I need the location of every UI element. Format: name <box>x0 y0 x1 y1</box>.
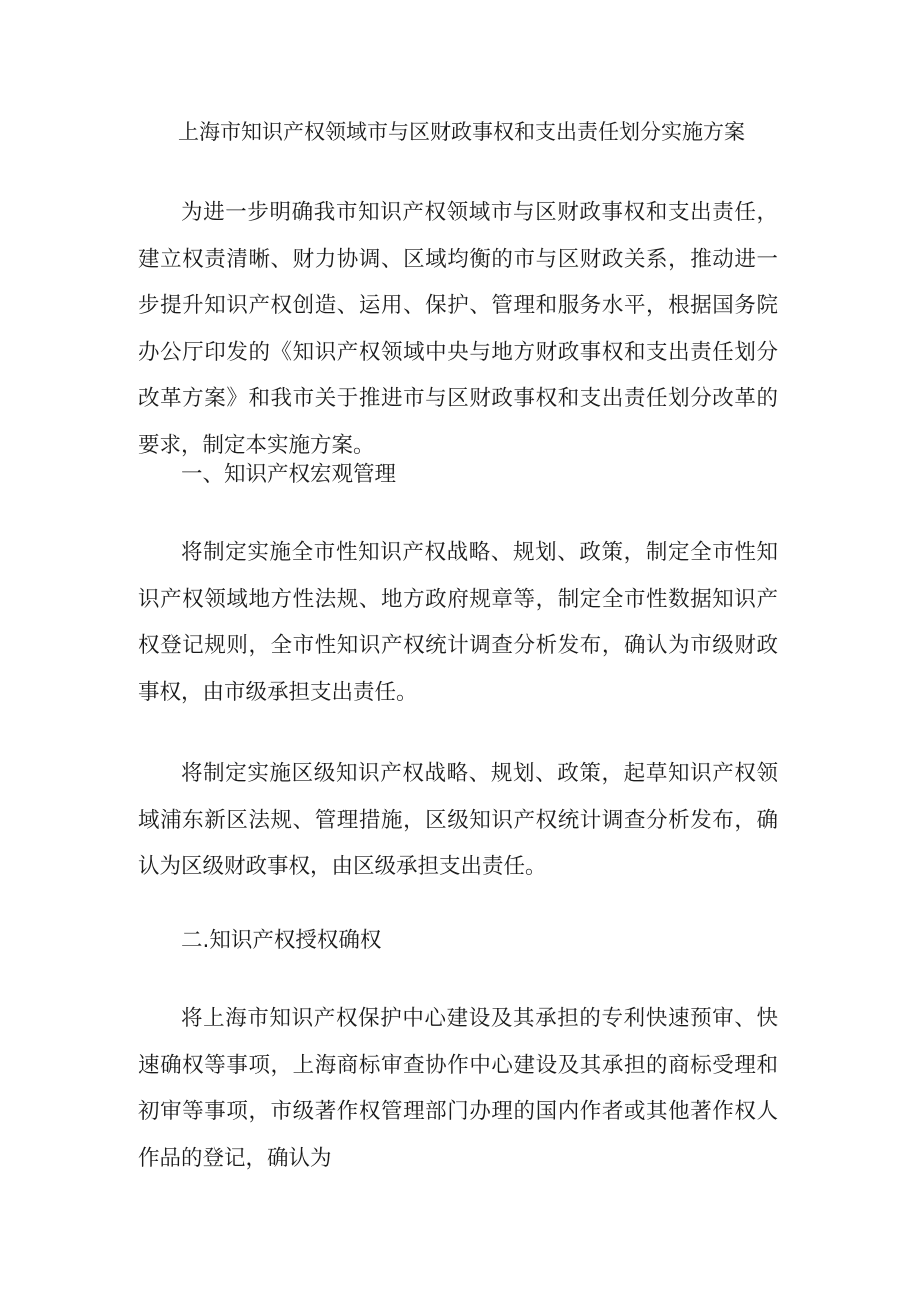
section-2-paragraph-1: 将上海市知识产权保护中心建设及其承担的专利快速预审、快速确权等事项，上海商标审查协作中心建设及其承担的商标受理和初审等事项，市级著作权管理部门办理的国内作者或其他著作权人作品的登记，确认为 <box>138 1006 778 1171</box>
section-1-paragraph-municipal: 将制定实施全市性知识产权战略、规划、政策，制定全市性知识产权领域地方性法规、地方政府规章等，制定全市性数据知识产权登记规则，全市性知识产权统计调查分析发布，确认为市级财政事权，由市级承担支出责任。 <box>138 540 778 705</box>
document-title: 上海市知识产权领域市与区财政事权和支出责任划分实施方案 <box>178 120 745 144</box>
section-heading-macro-management: 一、知识产权宏观管理 <box>181 462 397 487</box>
section-1-paragraph-district: 将制定实施区级知识产权战略、规划、政策，起草知识产权领域浦东新区法规、管理措施，区级知识产权统计调查分析发布，确认为区级财政事权，由区级承担支出责任。 <box>138 761 778 879</box>
intro-paragraph: 为进一步明确我市知识产权领域市与区财政事权和支出责任，建立权责清晰、财力协调、区域均衡的市与区财政关系，推动进一步提升知识产权创造、运用、保护、管理和服务水平，根据国务院办公厅印发的《知识产权领域中央与地方财政事权和支出责任划分改革方案》和我市关于推进市与区财政事权和支出责任划分改革的要求，制定本实施方案。 <box>138 200 778 458</box>
section-heading-authorization: 二.知识产权授权确权 <box>181 928 382 953</box>
